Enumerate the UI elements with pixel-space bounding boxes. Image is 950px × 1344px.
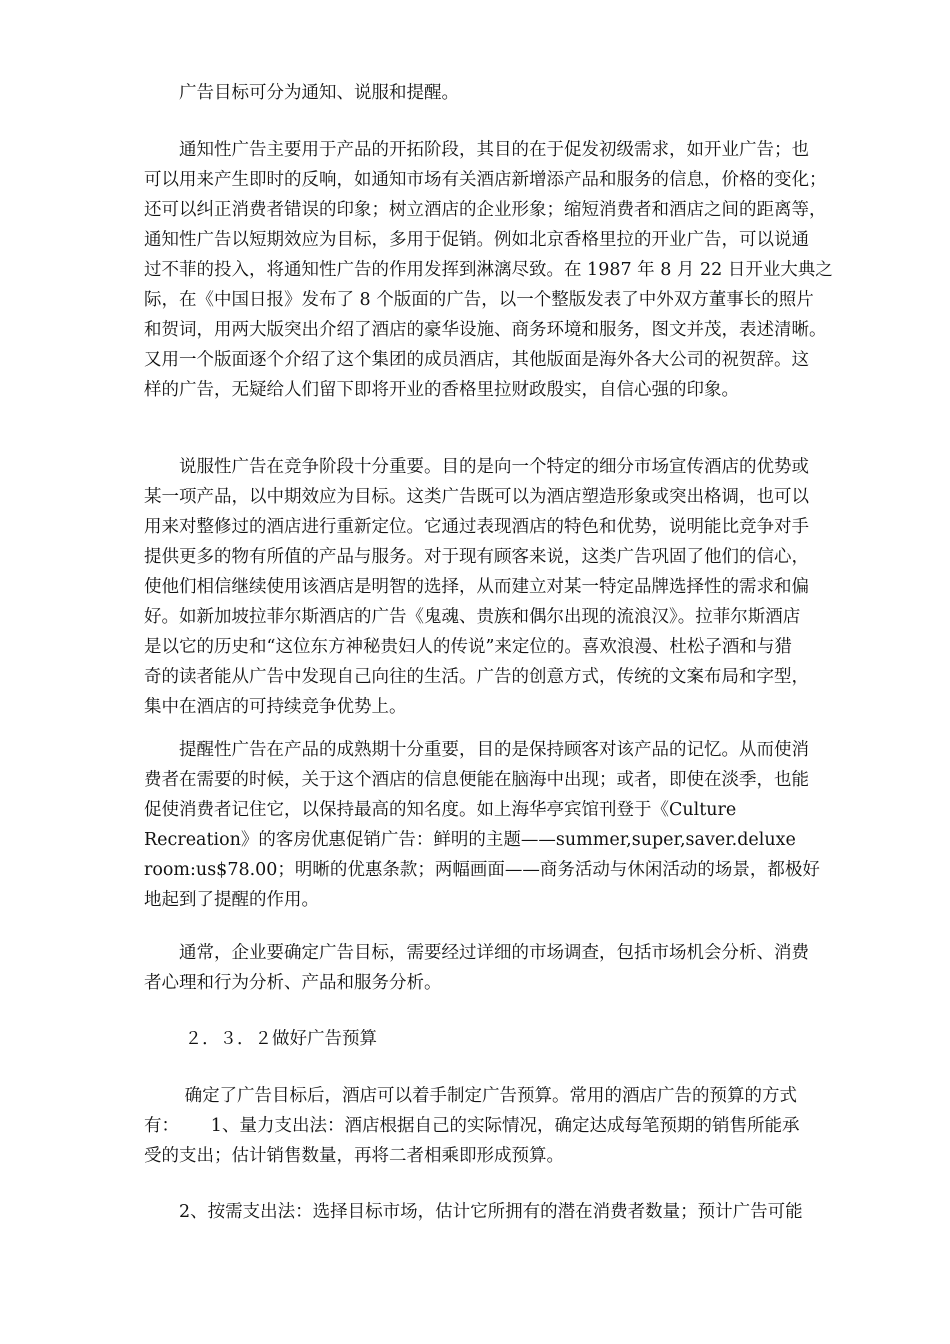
section-heading (144, 1024, 874, 1054)
text-line: 又用一个版面逐个介绍了这个集团的成员酒店，其他版面是海外各大公司的祝贺辞。这 (144, 350, 809, 370)
paragraph-reminder-ads (144, 735, 874, 915)
paragraph-budget (144, 1081, 874, 1171)
text-line: 用来对整修过的酒店进行重新定位。它通过表现酒店的特色和优势，说明能比竞争对手 (144, 517, 809, 537)
text-line: 通知性广告主要用于产品的开拓阶段，其目的在于促发初级需求，如开业广告；也 (144, 140, 809, 160)
text-line: 说服性广告在竞争阶段十分重要。目的是向一个特定的细分市场宣传酒店的优势或 (144, 457, 809, 477)
text-line: 过不菲的投入，将通知性广告的作用发挥到淋漓尽致。在 1987 年 8 月 22 日开业大典之 (144, 260, 833, 280)
text-line: 提醒性广告在产品的成熟期十分重要，目的是保持顾客对该产品的记忆。从而使消 (144, 740, 809, 760)
text-line: 2、按需支出法：选择目标市场，估计它所拥有的潜在消费者数量；预计广告可能 (144, 1202, 803, 1222)
text-line: 奇的读者能从广告中发现自己向往的生活。广告的创意方式，传统的文案布局和字型， (144, 667, 809, 687)
text-line: 广告目标可分为通知、说服和提醒。 (144, 83, 459, 103)
text-line: 还可以纠正消费者错误的印象；树立酒店的企业形象；缩短消费者和酒店之间的距离等， (144, 200, 827, 220)
text-line: 通知性广告以短期效应为目标，多用于促销。例如北京香格里拉的开业广告，可以说通 (144, 230, 809, 250)
text-line: 样的广告，无疑给人们留下即将开业的香格里拉财政殷实，自信心强的印象。 (144, 380, 739, 400)
text-line: 和贺词，用两大版突出介绍了酒店的豪华设施、商务环境和服务，图文并茂，表述清晰。 (144, 320, 827, 340)
text-line: 地起到了提醒的作用。 (144, 890, 319, 910)
text-line: 使他们相信继续使用该酒店是明智的选择，从而建立对某一特定品牌选择性的需求和偏 (144, 577, 809, 597)
text-line: 者心理和行为分析、产品和服务分析。 (144, 973, 442, 993)
text-line: room:us$78.00；明晰的优惠条款；两幅画面——商务活动与休闲活动的场景，都极好 (144, 860, 820, 880)
text-line: 费者在需要的时候，关于这个酒店的信息便能在脑海中出现；或者，即使在淡季，也能 (144, 770, 809, 790)
paragraph-market-research (144, 938, 874, 998)
text-line: 确定了广告目标后，酒店可以着手制定广告预算。常用的酒店广告的预算的方式 (144, 1086, 798, 1106)
text-line: 有： 1、量力支出法：酒店根据自己的实际情况，确定达成每笔预期的销售所能承 (144, 1116, 800, 1136)
text-line: 通常，企业要确定广告目标，需要经过详细的市场调查，包括市场机会分析、消费 (144, 943, 809, 963)
paragraph-demand-method (144, 1197, 874, 1227)
paragraph-persuasive-ads (144, 452, 874, 722)
text-line: 集中在酒店的可持续竞争优势上。 (144, 697, 407, 717)
text-line: 提供更多的物有所值的产品与服务。对于现有顾客来说，这类广告巩固了他们的信心， (144, 547, 809, 567)
text-line: 某一项产品，以中期效应为目标。这类广告既可以为酒店塑造形象或突出格调，也可以 (144, 487, 809, 507)
text-line: 可以用来产生即时的反响，如通知市场有关酒店新增添产品和服务的信息，价格的变化； (144, 170, 827, 190)
paragraph-informative-ads (144, 135, 874, 405)
text-line: 受的支出；估计销售数量，再将二者相乘即形成预算。 (144, 1146, 564, 1166)
text-line: Recreation》的客房优惠促销广告：鲜明的主题——summer,super,saver.deluxe (144, 830, 796, 850)
heading-line: ２．３．２做好广告预算 (144, 1029, 378, 1049)
text-line: 是以它的历史和“这位东方神秘贵妇人的传说”来定位的。喜欢浪漫、杜松子酒和与猎 (144, 637, 792, 657)
text-line: 际，在《中国日报》发布了 8 个版面的广告，以一个整版发表了中外双方董事长的照片 (144, 290, 814, 310)
paragraph-intro (144, 78, 874, 108)
text-line: 好。如新加坡拉菲尔斯酒店的广告《鬼魂、贵族和偶尔出现的流浪汉》。拉菲尔斯酒店 (144, 607, 801, 627)
text-line: 促使消费者记住它，以保持最高的知名度。如上海华亭宾馆刊登于《Culture (144, 800, 737, 820)
